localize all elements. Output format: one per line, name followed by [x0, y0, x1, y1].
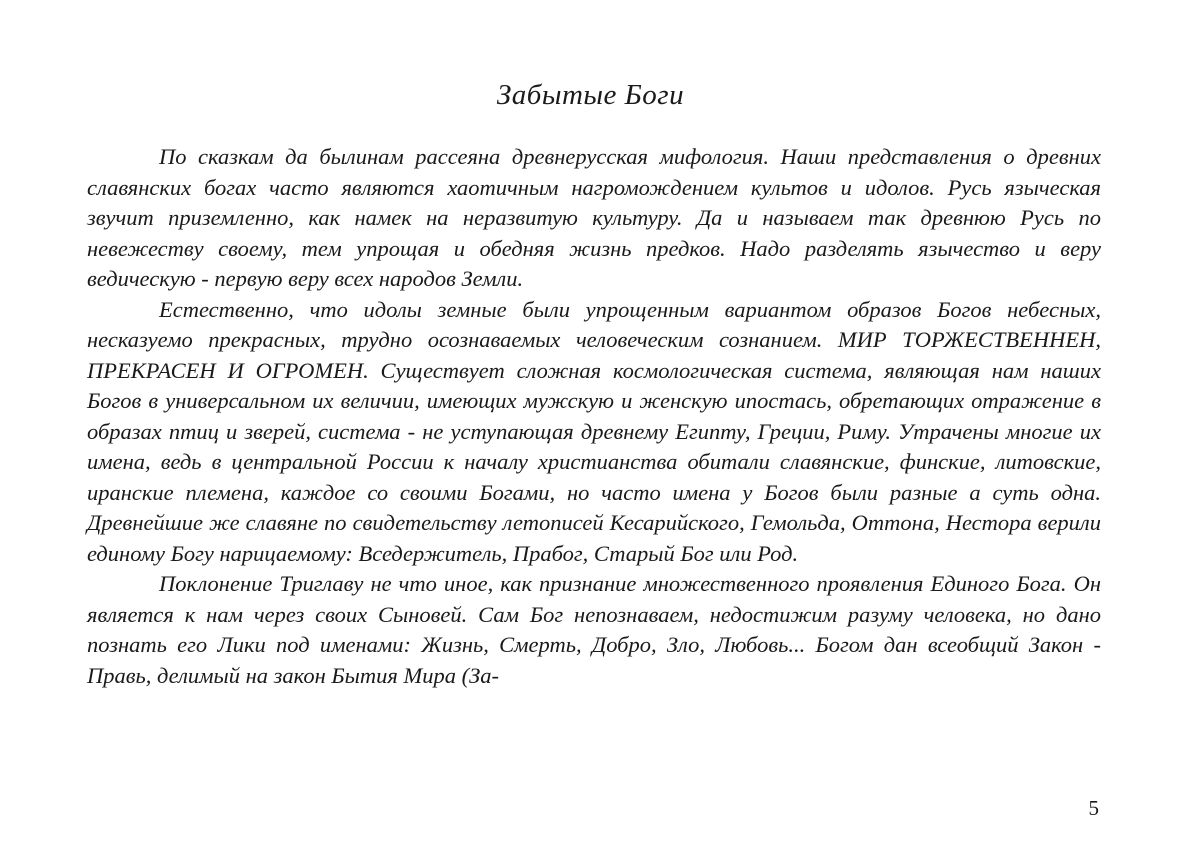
page-number: 5	[1088, 796, 1099, 820]
chapter-title: Забытые Боги	[496, 79, 685, 111]
paragraph-2: Естественно, что идолы земные были упрощенным вариантом образов Богов небесных, несказуемо прекрасных, трудно осознаваемых человеческим сознанием. МИР ТОРЖЕСТВЕННЕН, ПРЕКРАСЕН И ОГРОМЕН. Существует сложная космологическая система, являющая нам наших Богов в универсальном их величии, имеющих мужскую и женскую ипостась, обретающих отражение в образах птиц и зверей, система - не уступающая древнему Египту, Греции, Риму. Утрачены многие их имена, ведь в центральной России к началу христианства обитали славянские, финские, литовские, иранские племена, каждое со своими Богами, но часто имена у Богов были разные а суть одна. Древнейшие же славяне по свидетельству летописей Кесарийского, Гемольда, Оттона, Нестора верили единому Богу нарицаемому: Вседержитель, Прабог, Старый Бог или Род.	[87, 296, 1101, 566]
paragraph-3: Поклонение Триглаву не что иное, как признание множественного проявления Единого Бога. Он является к нам через своих Сыновей. Сам Бог непознаваем, недостижим разуму человека, но дано познать его Лики под именами: Жизнь, Смерть, Добро, Зло, Любовь... Богом дан всеобщий Закон - Правь, делимый на закон Бытия Мира (За-	[87, 571, 1101, 688]
body-text	[87, 142, 1101, 691]
paragraph-1: По сказкам да былинам рассеяна древнерусская мифология. Наши представления о древних славянских богах часто являются хаотичным нагромождением культов и идолов. Русь языческая звучит приземленно, как намек на неразвитую культуру. Да и называем так древнюю Русь по невежеству своему, тем упрощая и обедняя жизнь предков. Надо разделять язычество и веру ведическую - первую веру всех народов Земли.	[87, 144, 1101, 291]
